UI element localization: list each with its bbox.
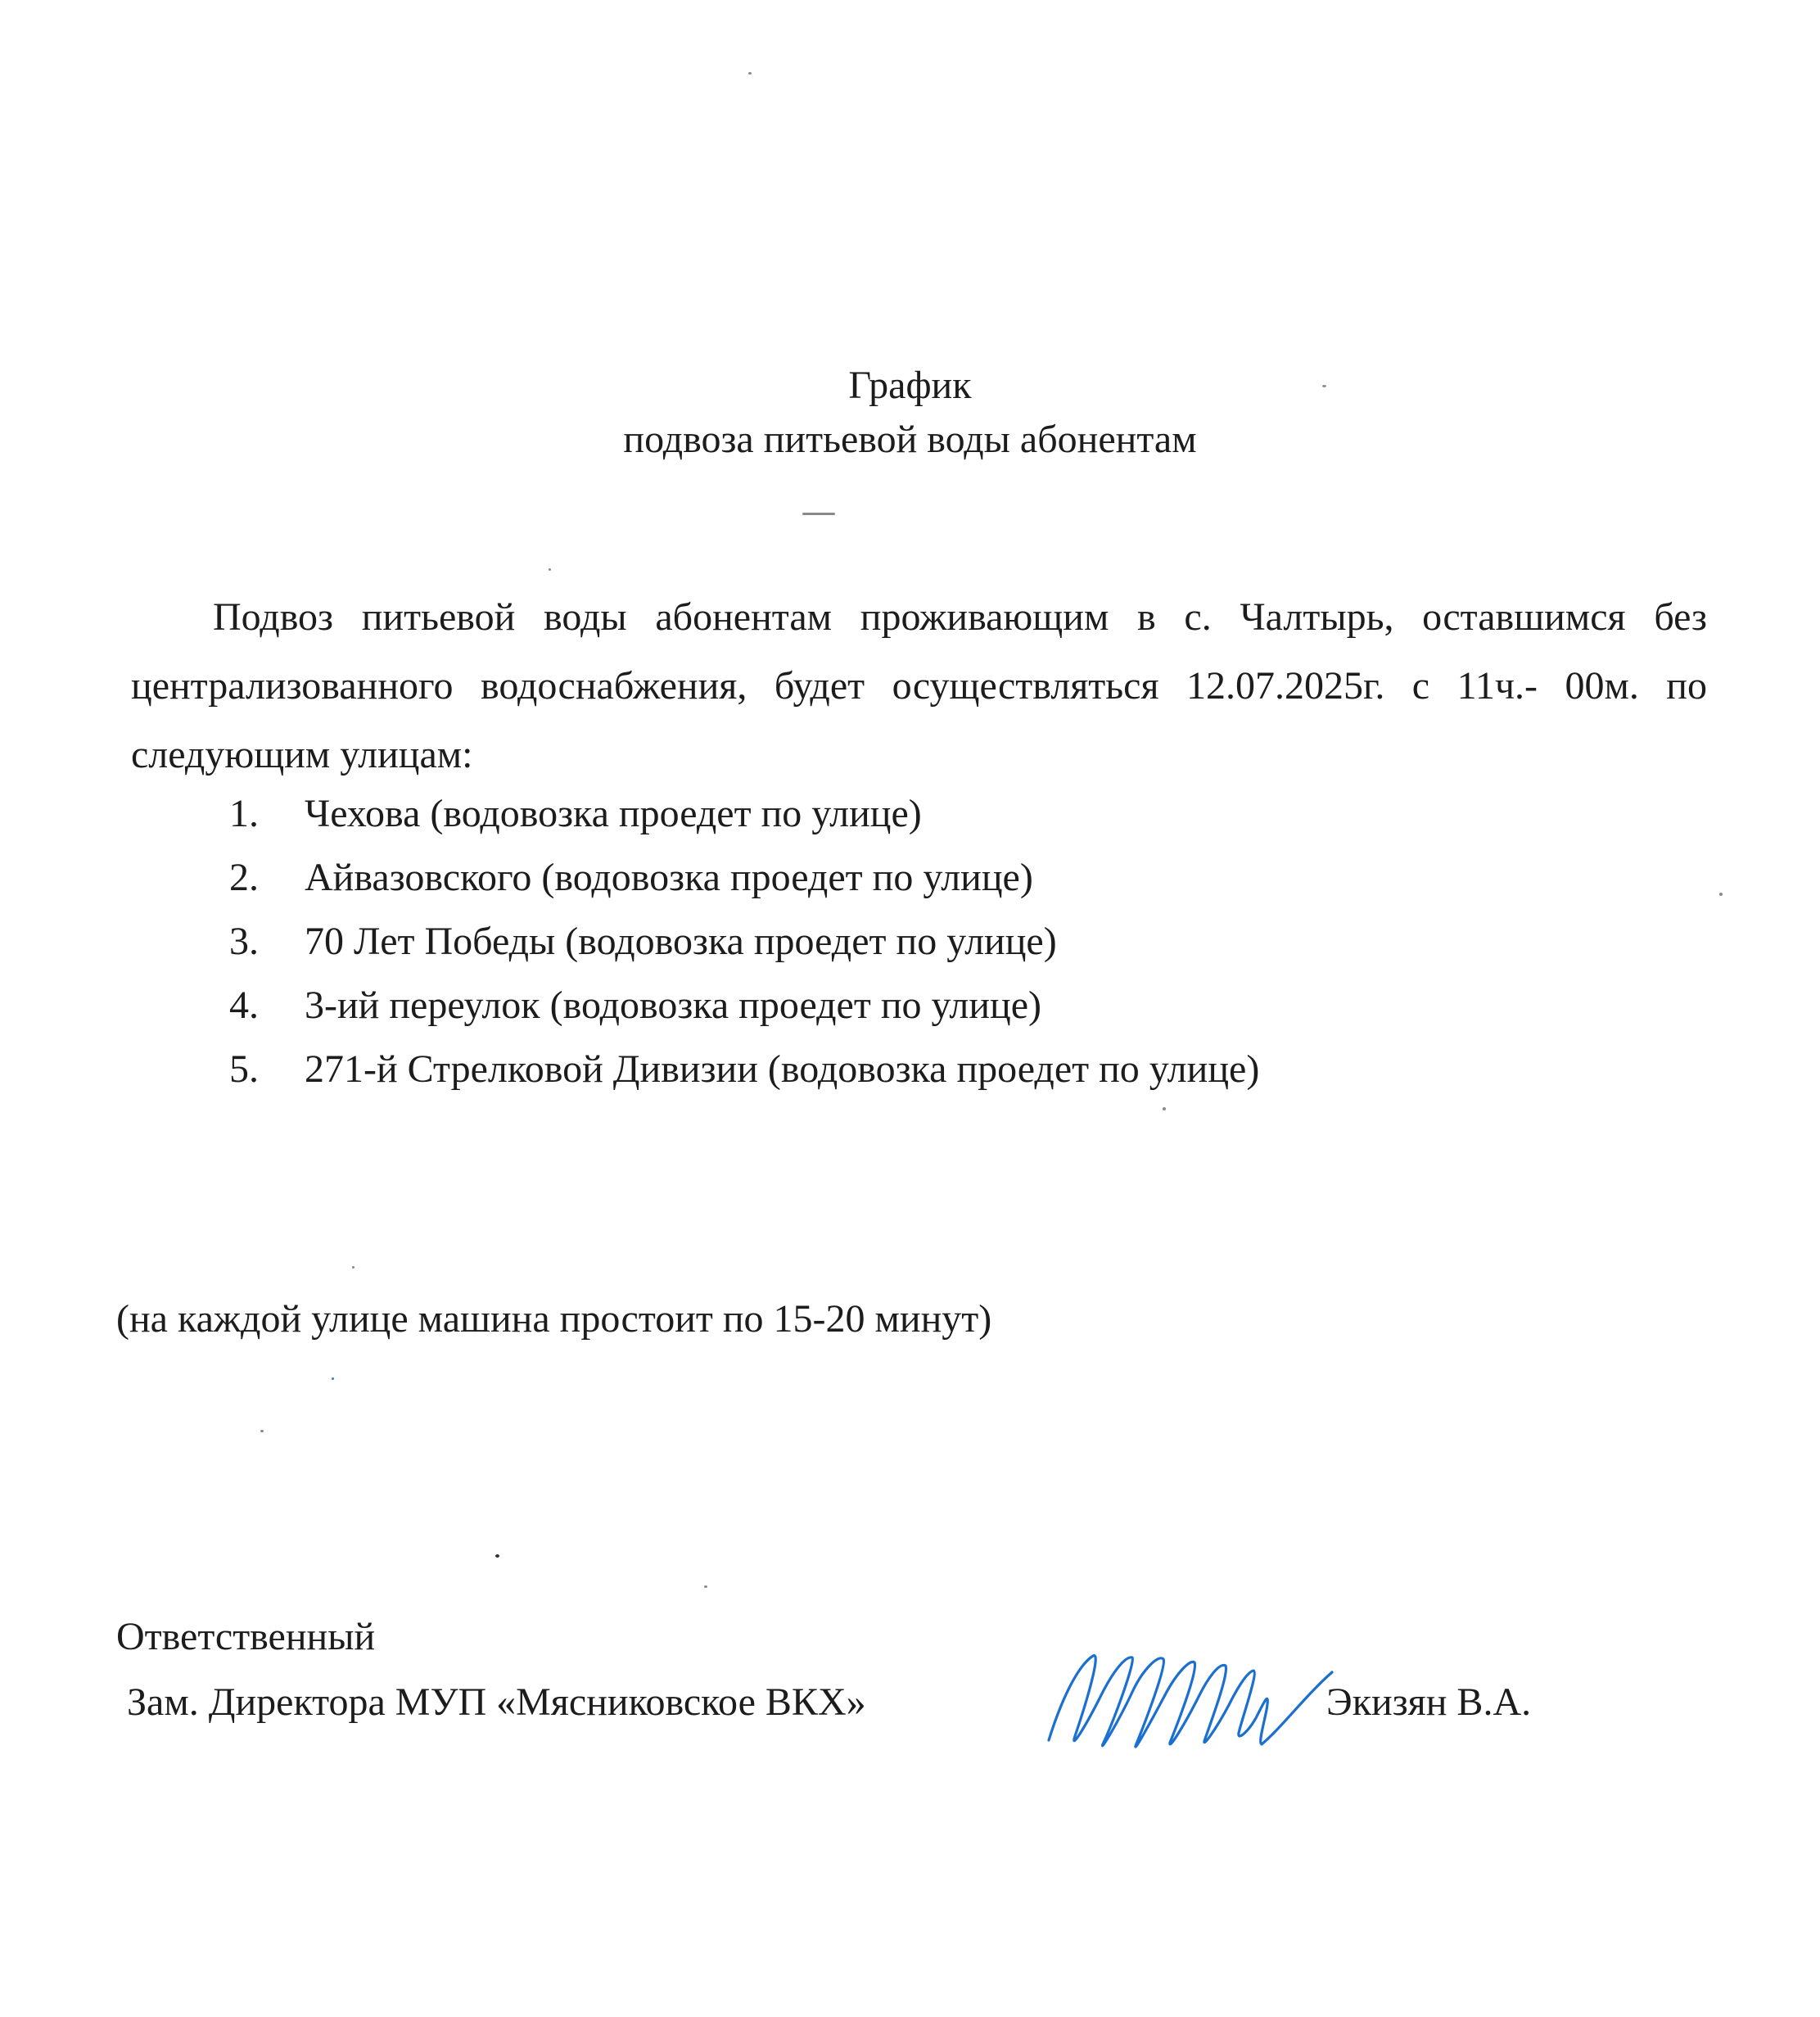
signer-position: Зам. Директора МУП «Мясниковское ВКХ» <box>127 1680 866 1724</box>
scan-speck <box>549 568 551 571</box>
signer-name: Экизян В.А. <box>1326 1680 1532 1724</box>
scan-speck <box>332 1377 334 1380</box>
scan-speck <box>1719 893 1723 896</box>
list-item-text: Чехова (водовозка проедет по улице) <box>305 792 922 835</box>
list-item-text: 70 Лет Победы (водовозка проедет по улице) <box>305 920 1057 963</box>
scan-speck <box>495 1554 499 1558</box>
list-item-text: 3-ий переулок (водовозка проедет по улице) <box>305 984 1042 1027</box>
intro-paragraph: Подвоз питьевой воды абонентам проживающим в с. Чалтырь, оставшимся без централизованного водоснабжения, будет осуществляться 12.07.2025г. с 11ч.- 00м. по следующим улицам: <box>131 595 1707 776</box>
scan-speck <box>352 1266 355 1269</box>
scan-speck <box>704 1585 707 1588</box>
handwritten-signature <box>1044 1638 1339 1761</box>
document-title: График <box>848 364 972 407</box>
scan-speck <box>260 1430 264 1432</box>
list-item-text: Айвазовского (водовозка проедет по улице) <box>305 856 1033 899</box>
list-item-number: 5. <box>229 1047 259 1091</box>
list-item-text: 271-й Стрелковой Дивизии (водовозка проедет по улице) <box>305 1047 1260 1091</box>
list-item-number: 2. <box>229 856 259 899</box>
scan-speck <box>748 72 752 75</box>
list-item <box>229 910 1259 974</box>
list-item <box>229 974 1259 1038</box>
street-list <box>229 782 1259 1101</box>
list-item <box>229 782 1259 846</box>
list-item <box>229 1038 1259 1101</box>
scan-speck <box>802 513 835 515</box>
document-subtitle: подвоза питьевой воды абонентам <box>623 418 1197 461</box>
responsible-label: Ответственный <box>116 1615 376 1658</box>
scan-speck <box>1322 385 1326 387</box>
title-block <box>0 359 1820 467</box>
list-item-number: 3. <box>229 920 259 963</box>
scan-speck <box>1163 1107 1166 1110</box>
list-item <box>229 846 1259 910</box>
list-item-number: 1. <box>229 792 259 835</box>
list-item-number: 4. <box>229 984 259 1027</box>
duration-note: (на каждой улице машина простоит по 15-20 минут) <box>116 1297 992 1341</box>
